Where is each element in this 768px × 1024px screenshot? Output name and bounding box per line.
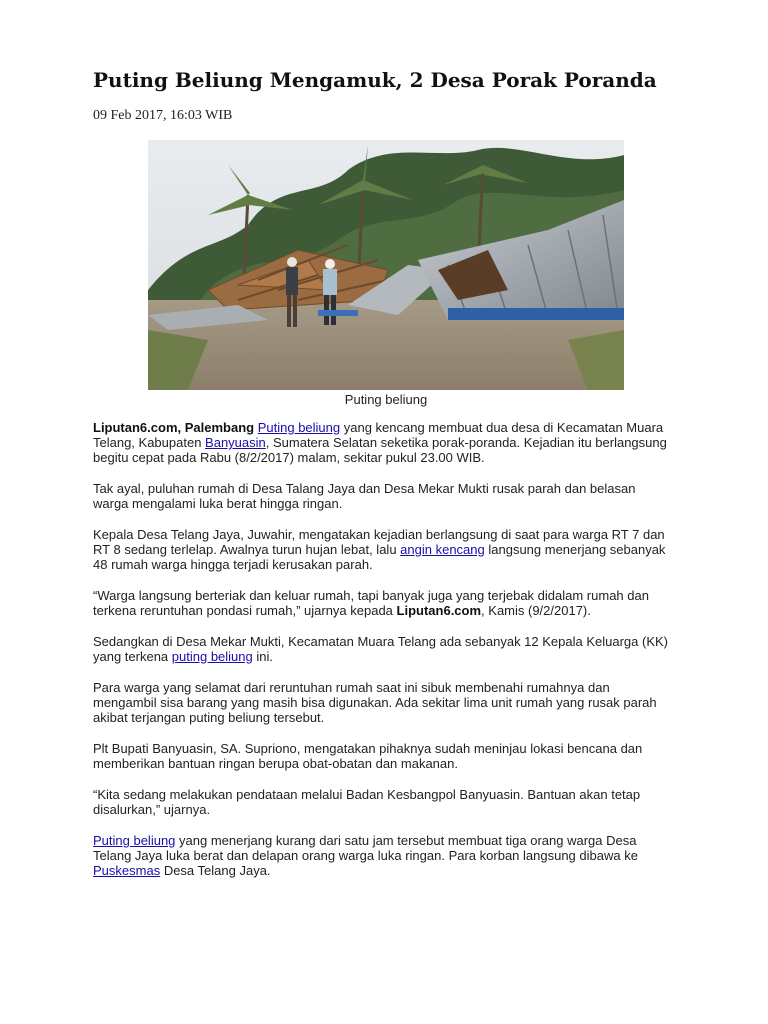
paragraph-text: , Sumatera Selatan seketika porak-poranda. Kejadian itu berlangsung begitu cepat pada Rabu (8/2/2017) malam, sekitar pukul 23.00 WIB. (93, 435, 667, 465)
paragraph-9 (93, 833, 673, 878)
tornado-damage-photo (148, 140, 624, 390)
paragraph-text: yang kencang membuat dua desa di Kecamatan Muara Telang, Kabupaten (93, 420, 664, 450)
paragraph-6 (93, 680, 673, 725)
paragraph-text: , Kamis (9/2/2017). (481, 603, 591, 618)
paragraph-2 (93, 481, 673, 511)
paragraph-text: Plt Bupati Banyuasin, SA. Supriono, mengatakan pihaknya sudah meninjau lokasi bencana dan memberikan bantuan ringan berupa obat-obatan dan makanan. (93, 741, 643, 771)
paragraph-text: Sedangkan di Desa Mekar Mukti, Kecamatan Muara Telang ada sebanyak 12 Kepala Keluarga (KK) yang terkena (93, 634, 668, 664)
link-puting-beliung[interactable]: Puting beliung (257, 420, 341, 435)
source-bold: Liputan6.com (396, 603, 482, 618)
paragraph-5 (93, 634, 673, 664)
paragraph-text: yang menerjang kurang dari satu jam tersebut membuat tiga orang warga Desa Telang Jaya luka berat dan delapan orang warga luka ringan. Para korban langsung dibawa ke (93, 833, 638, 863)
link-banyuasin[interactable]: Banyuasin (205, 435, 266, 450)
link-puting-beliung[interactable]: Puting beliung (93, 833, 176, 848)
paragraph-3 (93, 527, 673, 572)
paragraph-text: Para warga yang selamat dari reruntuhan rumah saat ini sibuk membenahi rumahnya dan mengambil sisa barang yang masih bisa digunakan. Ada sekitar lima unit rumah yang rusak parah akibat terjangan puting beliung tersebut. (93, 680, 657, 725)
link-puskesmas[interactable]: Puskesmas (93, 863, 161, 878)
paragraph-text: Kepala Desa Telang Jaya, Juwahir, mengatakan kejadian berlangsung di saat para warga RT 7 dan RT 8 sedang terlelap. Awalnya turun hujan lebat, lalu (93, 527, 665, 557)
image-caption: Puting beliung (344, 392, 428, 407)
paragraph-text: langsung menerjang sebanyak 48 rumah warga hingga terjadi kerusakan parah. (93, 542, 666, 572)
paragraph-1 (93, 420, 673, 465)
source-label: Liputan6.com, Palembang (93, 420, 255, 435)
article-title: Puting Beliung Mengamuk, 2 Desa Porak Poranda (93, 68, 657, 92)
paragraph-7 (93, 741, 673, 771)
paragraph-4 (93, 588, 673, 618)
paragraph-text: Desa Telang Jaya. (160, 863, 271, 878)
paragraph-8 (93, 787, 673, 817)
article-figure (148, 140, 624, 407)
paragraph-text: “Warga langsung berteriak dan keluar rumah, tapi banyak juga yang terjebak didalam rumah dan terkena reruntuhan pondasi rumah,” ujarnya kepada (93, 588, 649, 618)
article-date: 09 Feb 2017, 16:03 WIB (93, 108, 233, 123)
link-angin-kencang[interactable]: angin kencang (400, 542, 485, 557)
link-puting-beliung[interactable]: puting beliung (171, 649, 253, 664)
paragraph-text: “Kita sedang melakukan pendataan melalui Badan Kesbangpol Banyuasin. Bantuan akan tetap disalurkan,” ujarnya. (93, 787, 641, 817)
paragraph-text: ini. (252, 649, 273, 664)
article-body (93, 420, 673, 894)
paragraph-text: Tak ayal, puluhan rumah di Desa Talang Jaya dan Desa Mekar Mukti rusak parah dan belasan warga mengalami luka berat hingga ringan. (93, 481, 636, 511)
